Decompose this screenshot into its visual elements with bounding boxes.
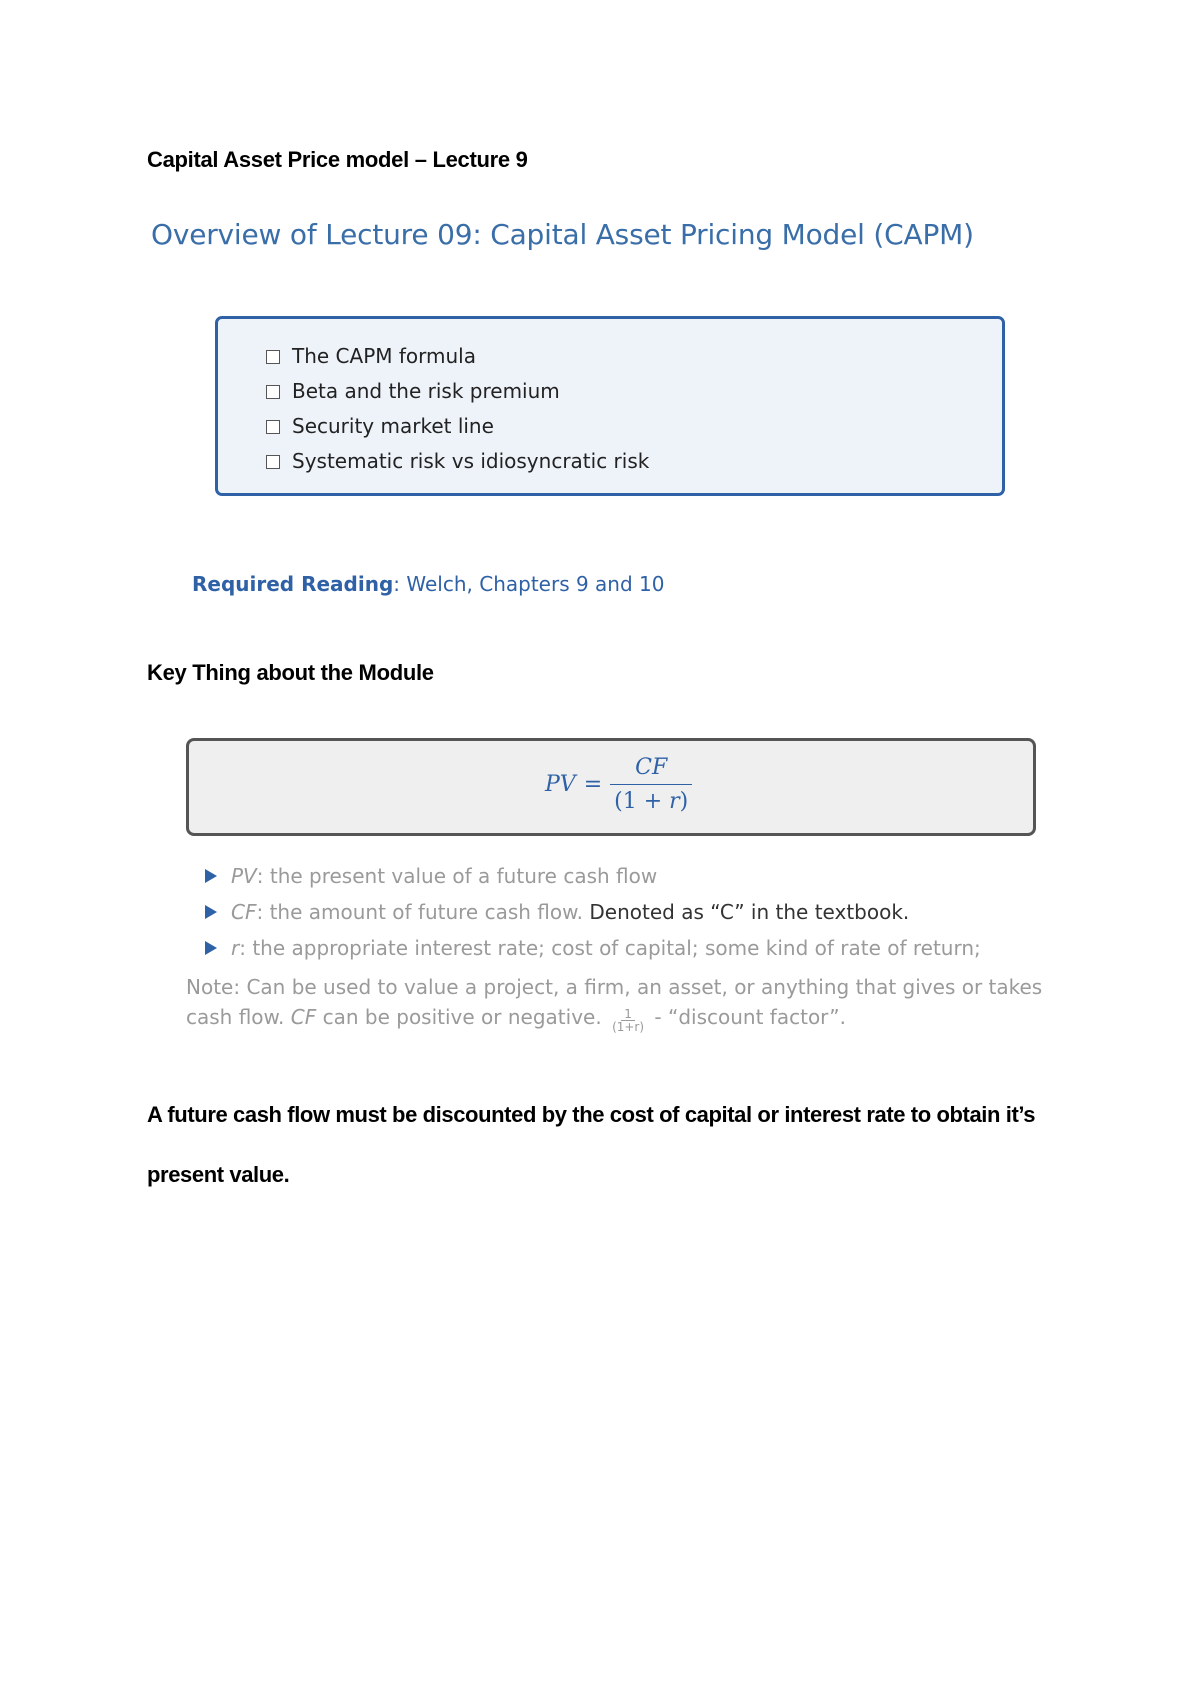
formula-box (186, 738, 1036, 836)
definition-item (205, 894, 981, 930)
denominator-var: r (669, 789, 680, 814)
required-reading-label: Required Reading (192, 572, 394, 596)
definition-text: : the present value of a future cash flow (256, 864, 658, 888)
definitions-list (205, 858, 981, 966)
bullet-triangle-icon (205, 869, 217, 883)
topic-label: The CAPM formula (292, 344, 476, 368)
document-title: Capital Asset Price model – Lecture 9 (147, 147, 528, 172)
pv-formula (545, 755, 692, 814)
discount-denominator: (1+r) (612, 1020, 645, 1034)
definition-extra: Denoted as “C” in the textbook. (583, 900, 910, 924)
topic-label: Security market line (292, 414, 494, 438)
note-part1: Note: Can be used to value a project, a firm, an asset, or anything that gives or takes cash flow. (186, 975, 1043, 1029)
definition-var: PV (231, 864, 257, 888)
discount-numerator: 1 (621, 1008, 635, 1021)
note-var: CF (290, 1005, 317, 1029)
topic-item (266, 374, 1002, 409)
checkbox-icon (266, 385, 280, 399)
formula-equals: = (583, 772, 603, 797)
bullet-triangle-icon (205, 941, 217, 955)
topics-box (215, 316, 1005, 496)
denominator-open: (1 + (614, 789, 670, 814)
topic-label: Beta and the risk premium (292, 379, 560, 403)
required-reading-text: : Welch, Chapters 9 and 10 (393, 572, 665, 596)
formula-fraction (610, 755, 692, 814)
definition-item (205, 930, 981, 966)
topics-list (218, 319, 1002, 479)
formula-lhs: PV (545, 772, 576, 797)
definition-text: : the appropriate interest rate; cost of capital; some kind of rate of return; (239, 936, 981, 960)
conclusion-text: A future cash flow must be discounted by the cost of capital or interest rate to obtain it’s present value. (147, 1102, 1036, 1187)
checkbox-icon (266, 420, 280, 434)
slide-title: Overview of Lecture 09: Capital Asset Pricing Model (CAPM) (151, 218, 974, 251)
key-heading: Key Thing about the Module (147, 660, 434, 685)
definition-item (205, 858, 981, 894)
denominator-close: ) (679, 789, 689, 814)
note-part3: - “discount factor”. (648, 1005, 846, 1029)
topic-item (266, 444, 1002, 479)
checkbox-icon (266, 350, 280, 364)
definition-var: CF (231, 900, 257, 924)
note-part2: can be positive or negative. (316, 1005, 609, 1029)
bullet-triangle-icon (205, 905, 217, 919)
formula-numerator: CF (610, 755, 692, 785)
topic-item (266, 339, 1002, 374)
checkbox-icon (266, 455, 280, 469)
discount-factor-fraction (612, 1008, 644, 1033)
note (186, 972, 1046, 1032)
definition-text: : the amount of future cash flow. (256, 900, 584, 924)
topic-label: Systematic risk vs idiosyncratic risk (292, 449, 650, 473)
formula-denominator (610, 785, 692, 814)
definition-var: r (231, 936, 240, 960)
topic-item (266, 409, 1002, 444)
required-reading (192, 572, 664, 596)
